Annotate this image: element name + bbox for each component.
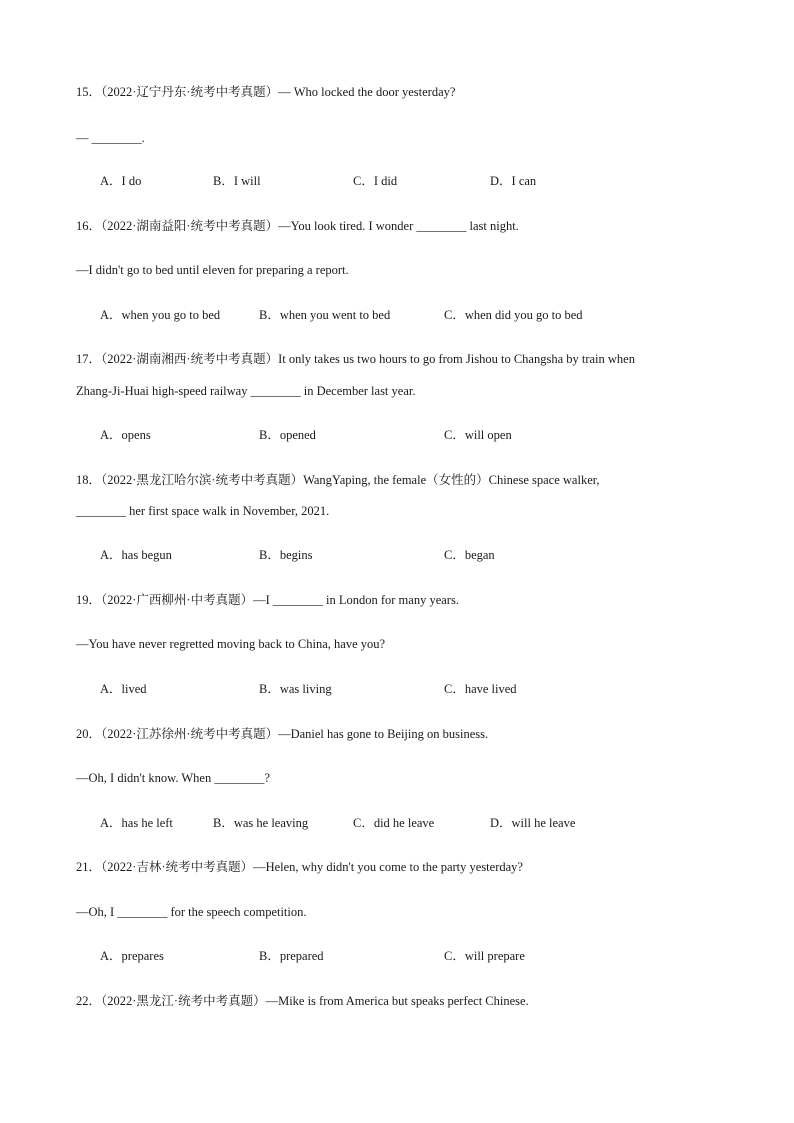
question-reply-line: —I didn't go to bed until eleven for preparing a report.	[76, 263, 349, 277]
question-stem-continued: Zhang-Ji-Huai high-speed railway ________ in December last year.	[76, 384, 416, 398]
question-stem: 15．（2022·辽宁丹东·统考中考真题）— Who locked the door yesterday?	[76, 85, 456, 99]
question-reply-line: —Oh, I ________ for the speech competition.	[76, 905, 307, 919]
question-stem: 16．（2022·湖南益阳·统考中考真题）—You look tired. I wonder ________ last night.	[76, 219, 519, 233]
option-b[interactable]: B．opened	[259, 428, 316, 442]
question-stem: 20．（2022·江苏徐州·统考中考真题）—Daniel has gone to Beijing on business.	[76, 727, 489, 741]
option-c[interactable]: C．have lived	[444, 682, 517, 696]
question-reply-line: —Oh, I didn't know. When ________?	[76, 771, 270, 785]
option-a[interactable]: A．I do	[100, 174, 142, 188]
option-a[interactable]: A．lived	[100, 682, 147, 696]
option-b[interactable]: B．begins	[259, 548, 313, 562]
option-d[interactable]: D．I can	[490, 174, 537, 188]
answer-options	[100, 681, 720, 697]
option-b[interactable]: B．prepared	[259, 949, 324, 963]
question-reply-line: —You have never regretted moving back to China, have you?	[76, 637, 386, 651]
option-d[interactable]: D．will he leave	[490, 816, 576, 830]
answer-options	[100, 427, 720, 443]
question-stem: 18．（2022·黑龙江哈尔滨·统考中考真题）WangYaping, the female（女性的）Chinese space walker,	[76, 473, 600, 487]
question-stem-continued: ________ her first space walk in November, 2021.	[76, 504, 330, 518]
option-a[interactable]: A．has begun	[100, 548, 172, 562]
question-stem: 17．（2022·湖南湘西·统考中考真题）It only takes us two hours to go from Jishou to Changsha by train when	[76, 352, 635, 366]
option-a[interactable]: A．opens	[100, 428, 151, 442]
option-a[interactable]: A．has he left	[100, 816, 173, 830]
question-stem: 22．（2022·黑龙江·统考中考真题）—Mike is from America but speaks perfect Chinese.	[76, 994, 529, 1008]
option-c[interactable]: C．I did	[353, 174, 398, 188]
option-c[interactable]: C．when did you go to bed	[444, 308, 583, 322]
option-a[interactable]: A．when you go to bed	[100, 308, 221, 322]
question-blank-line: — ________.	[76, 131, 145, 145]
answer-options	[100, 173, 720, 189]
option-b[interactable]: B．was living	[259, 682, 332, 696]
answer-options	[100, 815, 720, 831]
option-c[interactable]: C．will prepare	[444, 949, 525, 963]
question-stem: 19．（2022·广西柳州·中考真题）—I ________ in London for many years.	[76, 593, 459, 607]
option-c[interactable]: C．began	[444, 548, 495, 562]
answer-options	[100, 307, 720, 323]
option-b[interactable]: B．I will	[213, 174, 261, 188]
question-stem: 21．（2022·吉林·统考中考真题）—Helen, why didn't you come to the party yesterday?	[76, 860, 523, 874]
option-a[interactable]: A．prepares	[100, 949, 164, 963]
option-c[interactable]: C．will open	[444, 428, 512, 442]
option-b[interactable]: B．was he leaving	[213, 816, 309, 830]
option-b[interactable]: B．when you went to bed	[259, 308, 391, 322]
answer-options	[100, 547, 720, 563]
answer-options	[100, 948, 720, 964]
option-c[interactable]: C．did he leave	[353, 816, 435, 830]
